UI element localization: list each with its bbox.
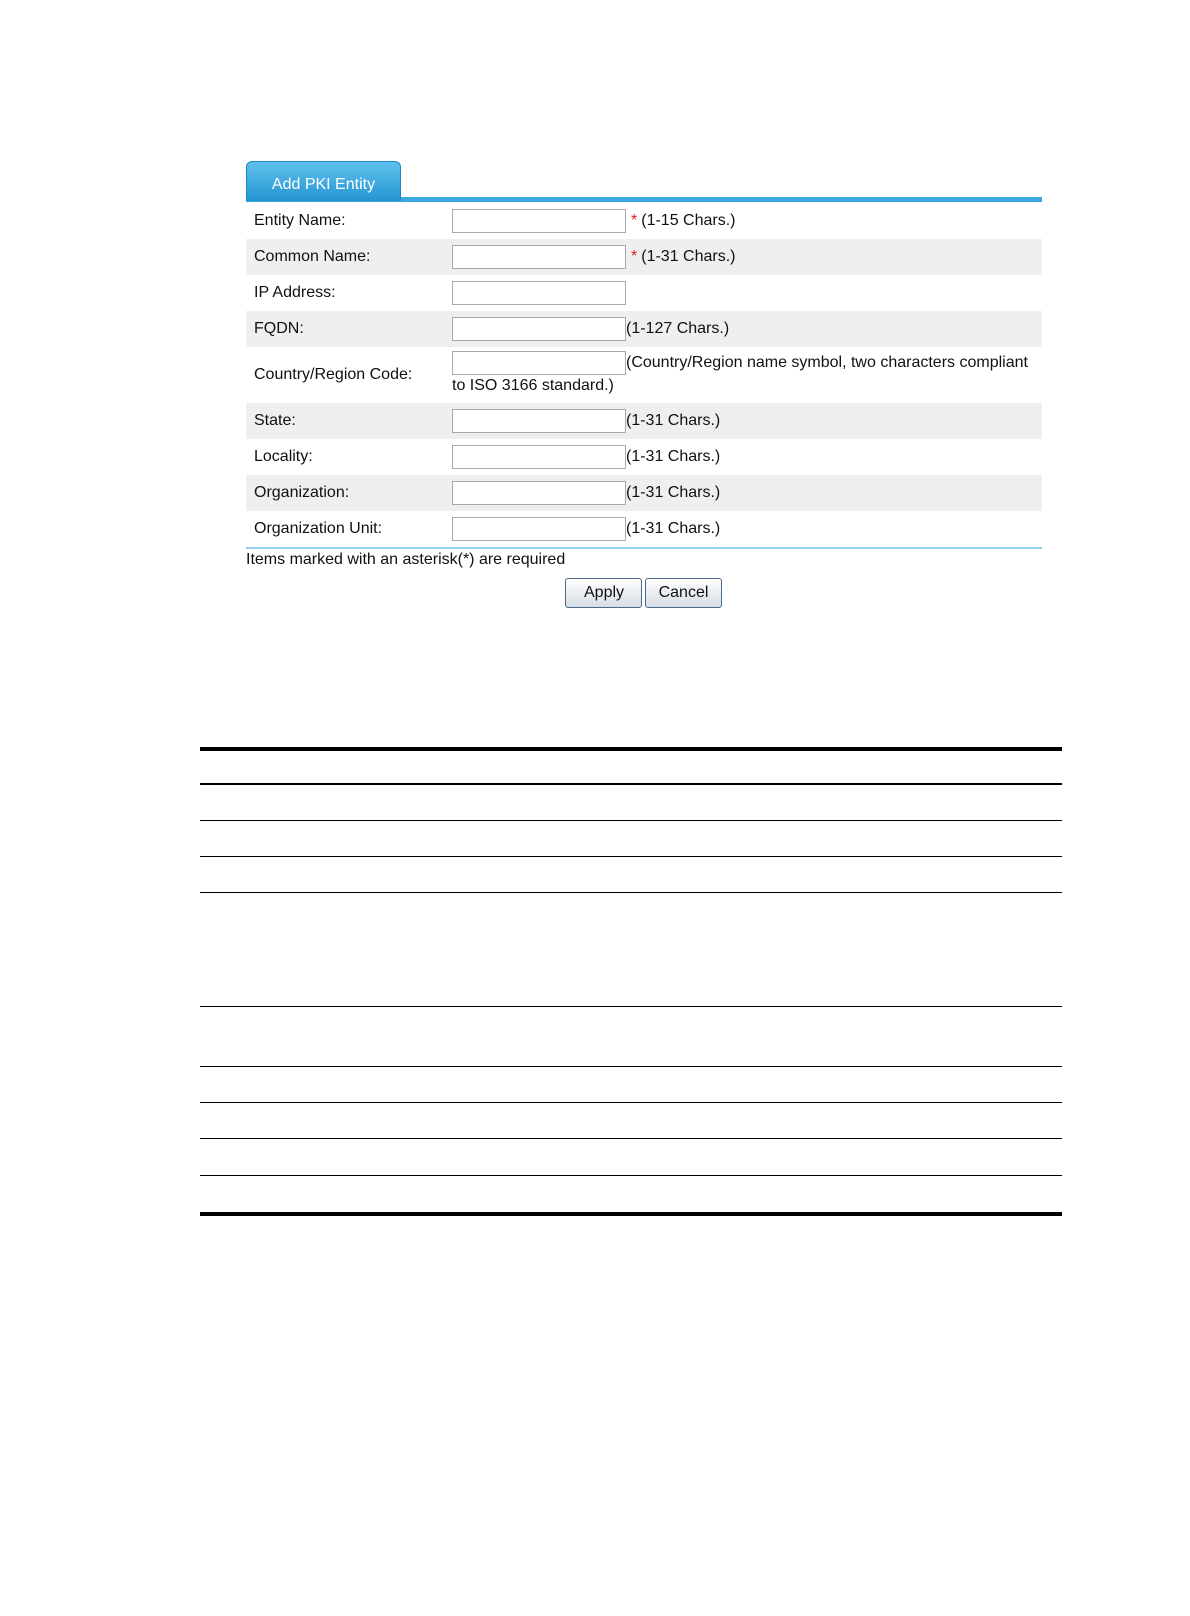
row-entity-name (246, 203, 1042, 239)
row-common-name (246, 239, 1042, 275)
row-organization-unit (246, 511, 1042, 547)
table-row-rule (200, 856, 1062, 857)
country-region-code-input[interactable] (452, 351, 626, 375)
fqdn-hint: (1-127 Chars.) (626, 320, 730, 337)
table-row-rule (200, 892, 1062, 893)
table-row-rule (200, 1066, 1062, 1067)
state-hint: (1-31 Chars.) (626, 412, 721, 429)
row-fqdn (246, 311, 1042, 347)
table-top-rule (200, 747, 1062, 751)
country-region-code-hint: (Country/Region name symbol, two characters compliant (626, 354, 1028, 371)
entity-name-hint: (1-15 Chars.) (641, 212, 736, 229)
entity-name-input[interactable] (452, 209, 626, 233)
organization-unit-hint: (1-31 Chars.) (626, 520, 721, 537)
ip-address-label: IP Address: (254, 284, 336, 301)
row-state (246, 403, 1042, 439)
organization-unit-input[interactable] (452, 517, 626, 541)
common-name-label: Common Name: (254, 248, 371, 265)
table-row-rule (200, 820, 1062, 821)
table-bottom-rule (200, 1212, 1062, 1216)
fqdn-input[interactable] (452, 317, 626, 341)
table-row-rule (200, 1102, 1062, 1103)
cancel-button[interactable]: Cancel (645, 578, 722, 608)
form-bottom-divider (246, 547, 1042, 549)
form-buttons (565, 578, 722, 608)
tab-add-pki-entity[interactable]: Add PKI Entity (246, 161, 401, 201)
organization-input[interactable] (452, 481, 626, 505)
organization-hint: (1-31 Chars.) (626, 484, 721, 501)
locality-input[interactable] (452, 445, 626, 469)
country-region-code-label: Country/Region Code: (254, 366, 413, 383)
row-country-region-code (246, 347, 1042, 403)
required-asterisk: * (631, 212, 638, 229)
tab-strip (246, 161, 1042, 203)
common-name-input[interactable] (452, 245, 626, 269)
row-locality (246, 439, 1042, 475)
required-asterisk: * (631, 248, 638, 265)
country-region-code-hint-continued: to ISO 3166 standard.) (452, 377, 614, 394)
fqdn-label: FQDN: (254, 320, 304, 337)
table-row-rule (200, 1175, 1062, 1176)
common-name-hint: (1-31 Chars.) (641, 248, 736, 265)
add-pki-entity-panel (246, 161, 1042, 601)
table-row-rule (200, 1006, 1062, 1007)
required-note: Items marked with an asterisk(*) are required (246, 551, 566, 568)
organization-unit-label: Organization Unit: (254, 520, 383, 537)
locality-hint: (1-31 Chars.) (626, 448, 721, 465)
row-ip-address (246, 275, 1042, 311)
ip-address-input[interactable] (452, 281, 626, 305)
locality-label: Locality: (254, 448, 313, 465)
state-label: State: (254, 412, 296, 429)
organization-label: Organization: (254, 484, 350, 501)
table-header-rule (200, 783, 1062, 785)
entity-name-label: Entity Name: (254, 212, 346, 229)
apply-button[interactable]: Apply (565, 578, 642, 608)
state-input[interactable] (452, 409, 626, 433)
table-row-rule (200, 1138, 1062, 1139)
row-organization (246, 475, 1042, 511)
